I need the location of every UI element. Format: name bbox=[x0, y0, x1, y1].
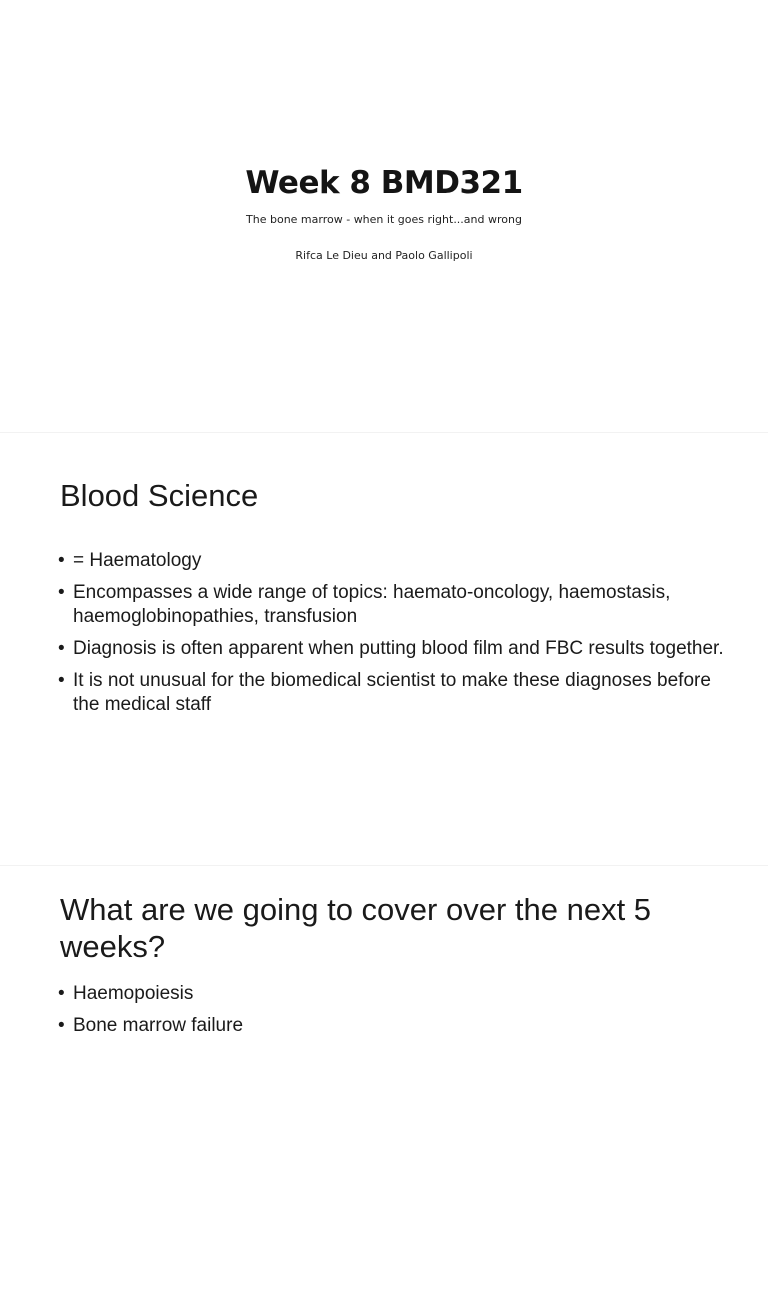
bullet-item bbox=[58, 549, 738, 573]
bullet-text: = Haematology bbox=[73, 550, 202, 571]
bullet-text: Bone marrow failure bbox=[73, 1015, 244, 1036]
bullet-icon: • bbox=[58, 1015, 65, 1036]
coverage-slide bbox=[0, 866, 768, 1298]
slide-heading: What are we going to cover over the next 5 weeks? bbox=[60, 892, 652, 965]
bullet-icon: • bbox=[58, 638, 65, 659]
bullet-list bbox=[58, 982, 738, 1046]
bullet-item bbox=[58, 637, 738, 661]
bullet-text: Encompasses a wide range of topics: haemato-oncology, haemostasis, haemoglobinopathies, transfusion bbox=[73, 582, 671, 627]
slide-subtitle: The bone marrow - when it goes right...and wrong bbox=[246, 213, 522, 226]
bullet-item bbox=[58, 581, 738, 629]
bullet-list bbox=[58, 549, 738, 725]
bullet-item bbox=[58, 1014, 738, 1038]
slide-authors: Rifca Le Dieu and Paolo Gallipoli bbox=[295, 249, 473, 262]
bullet-item bbox=[58, 982, 738, 1006]
bullet-text: It is not unusual for the biomedical scientist to make these diagnoses before the medical staff bbox=[73, 670, 711, 715]
bullet-icon: • bbox=[58, 582, 65, 603]
bullet-icon: • bbox=[58, 670, 65, 691]
bullet-icon: • bbox=[58, 983, 65, 1004]
bullet-text: Haemopoiesis bbox=[73, 983, 194, 1004]
bullet-icon: • bbox=[58, 550, 65, 571]
bullet-item bbox=[58, 669, 738, 717]
slide-heading: Blood Science bbox=[60, 478, 259, 513]
blood-science-slide bbox=[0, 433, 768, 865]
bullet-text: Diagnosis is often apparent when putting blood film and FBC results together. bbox=[73, 638, 724, 659]
slide-title: Week 8 BMD321 bbox=[245, 165, 523, 201]
title-slide bbox=[0, 0, 768, 432]
